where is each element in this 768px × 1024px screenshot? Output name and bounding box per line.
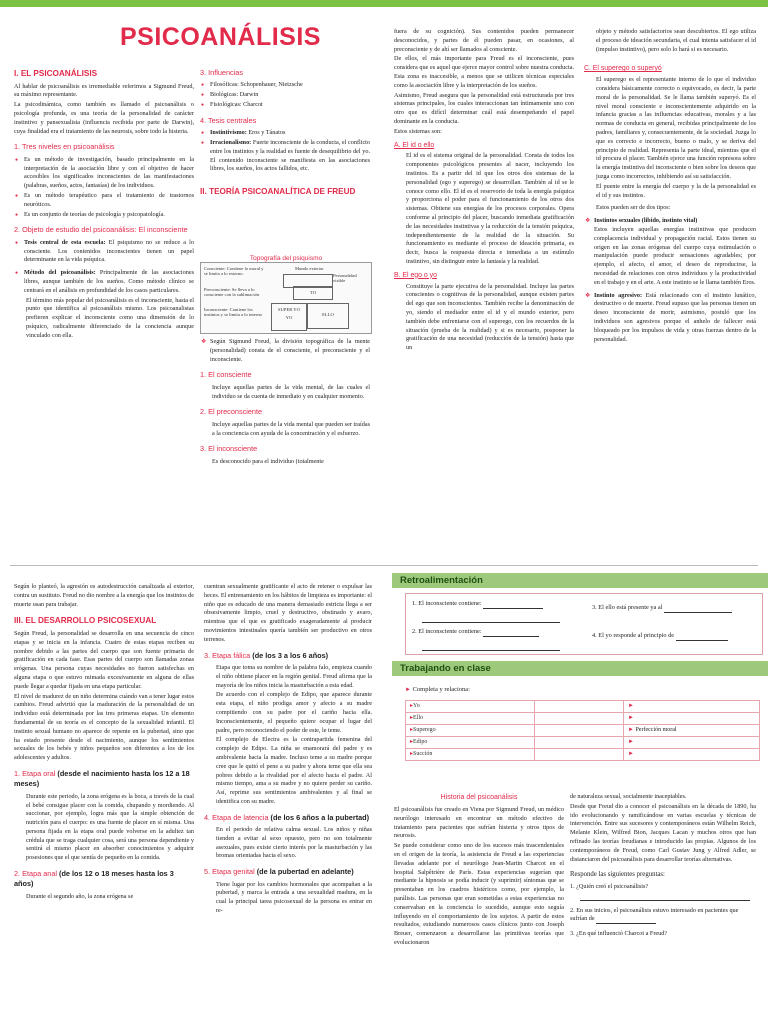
paragraph: El complejo de Electra es la contrapartida femenina del complejo de Edipo. La niña se enamorará del padre y es ambivalente hacia la madre. Incluso teme a su madre porque cree que le quitó el pene a su padre y ahora teme que ella sea pobres debido a la rivalidad por el afecto hacia el padre. Al mismo tiempo, ama a su madre y no quiere perder su cariño. Así, reprime sus sentimientos ambivalentes y al final se identifica con su madre.	[216, 736, 372, 805]
diagram-box-superyo	[271, 303, 307, 331]
paragraph: De acuerdo con el complejo de Edipo, que aparece durante esta etapa, el niño prodiga amor y afecto a su madre compitiendo con su padre por el cariño hacia ella. Inconscientemente, el pequeño quiere ocupar el lugar del padre, pero reconociendo el poder de este, le teme.	[216, 691, 372, 734]
question-2	[412, 628, 539, 637]
p2-column-2	[204, 583, 372, 917]
table-cell-left: ▸ Ello	[406, 713, 535, 725]
list-item-bold: Instinto agresivo:	[594, 291, 643, 299]
paragraph: El id es el sistema original de la personalidad. Consta de todos los componentes psicológicos presentes al nacer, incluyendo los instintos. Es a partir del id que los otros dos sistemas de la personalidad (ego y superego) se desarrollan. También al id se le conoce como ello. El id es el reservorio de toda la energía psíquica y proporciona el poder para el funcionamiento de los otros dos sistemas. Obtiene sus energías de los procesos corporales. Opera conforme al principio del placer, buscando inmediata gratificación de las necesidades instintivas y la reducción de la tensión psíquica, independientemente de la realidad de la situación. Su funcionamiento es mediante el proceso de ideación primaria, es decir, busca la respuesta directa e inmediata a un estímulo instintivo, sin distinguir entre la fantasía y la realidad.	[406, 152, 574, 265]
paragraph: Asimismo, Freud asegura que la personalidad está estructurada por tres sistemas principales, los cuales interaccionan tan íntimamente uno con otro que es difícil determinar cuál está desempeñando el papel dominante en la conducta.	[394, 91, 574, 125]
list-item: ● Fisiológicas: Charcot	[210, 101, 370, 110]
stage-age: (de los 3 a los 6 años)	[250, 650, 329, 660]
diagram-box-ello: ELLO	[307, 303, 349, 329]
list-item-bold: Irracionalismo:	[210, 138, 252, 146]
question-1-label: 1. El inconsciente contiene:	[412, 600, 482, 607]
section-3-title: III. EL DESARROLLO PSICOSEXUAL	[14, 616, 157, 626]
subsection-title: 3. Influencias	[200, 68, 243, 77]
historia-title: Historia del psicoanálisis	[440, 794, 518, 801]
list	[584, 217, 756, 344]
paragraph: Durante este periodo, la zona erógena es la boca, a través de la cual el bebé consigue placer con la comida, chupando y mordiendo. Al succionar, por ejemplo, logra más que la simple obtención de nutrición para el cuerpo: es una fuente de placer en sí misma. Una persona fijada en la etapa oral puede volverse en la adultez tan crédula que se traga cualquier cosa, será una persona dependiente y sentirá el mismo placer en absorber conocimientos y adquirir posesiones que el que sentía de pequeño en la comida.	[26, 792, 194, 862]
paragraph: El término más popular del psicoanálisis es el inconsciente, hasta el punto que identifica al psicoanálisis mismo. Los psicoanalistas prefieren explicar el inconsciente como una dimensión de lo psíquico, radicalmente diferenciado de la conciencia aunque vinculado con ella.	[26, 296, 194, 339]
answer-line-2b[interactable]	[422, 650, 560, 651]
question-3	[592, 604, 732, 613]
answer-line[interactable]	[596, 923, 656, 924]
question-2-label: 2. El inconsciente contiene:	[412, 628, 482, 635]
top-green-bar	[0, 0, 768, 7]
paragraph: Incluye aquellas partes de la vida mental que pueden ser traídas a la conciencia con ayuda de la concentración y el esfuerzo.	[212, 420, 370, 437]
table-cell-left: ▸ Succión	[406, 749, 535, 761]
answer-section-title: Responde las siguientes preguntas:	[570, 871, 665, 879]
subsection-title: A. El id o ello	[394, 141, 435, 149]
stage-name: 3. Etapa fálica	[204, 650, 251, 660]
table-cell-left: ▸ Edipo	[406, 737, 535, 749]
instruction-text: Completa y relaciona:	[412, 686, 470, 693]
list	[200, 81, 370, 109]
question-4	[592, 632, 728, 641]
list-item: ● Es un método de investigación, basado principalmente en la interpretación de la asociación libre y con el objetivo de hacer accesibles los significados inconscientes de las manifestaciones (palabras, sueños, actos, fantasías) de los individuos.	[24, 156, 194, 191]
stage-name: 2. Etapa anal	[14, 869, 58, 879]
table-cell-right: ► Perfección moral	[624, 725, 760, 737]
stage-name: 1. Etapa oral	[14, 768, 56, 778]
list-item-text: Fuerte inconsciente de la conducta, el conflicto entre los instintos y la realidad es fuente de desequilibrio del yo. El contenido inconsciente se manifiesta en las asociaciones libres, los sueños, los actos fallidos, etc.	[210, 138, 370, 173]
table-cell-mid[interactable]	[535, 737, 624, 749]
subsection-title: 2. El preconsciente	[200, 407, 263, 417]
topography-diagram	[200, 255, 372, 334]
stage-title	[204, 867, 372, 877]
question-3-label: 3. El ello está presente ya al	[592, 604, 663, 611]
paragraph: Tiene lugar por los cambios hormonales que acompañan a la pubertad, y marca la entrada a una sexualidad madura, en la cual la principal tarea psicosexual de la persona es entrar en re-	[216, 880, 372, 914]
column-1	[14, 62, 194, 341]
table-cell-mid[interactable]	[535, 749, 624, 761]
table-cell-right: ►	[624, 737, 760, 749]
diagram-superyo-label: SUPER YO	[278, 307, 300, 312]
answer-question-2	[570, 907, 756, 925]
answer-line-1b-row	[422, 614, 560, 623]
table-cell-right: ►	[624, 749, 760, 761]
answer-line-3[interactable]	[664, 612, 732, 613]
table-row	[406, 725, 760, 737]
answer-question-2-label: 2. En sus inicios, el psicoanálisis estuvo interesado en pacientes que sufrían de	[570, 906, 739, 923]
paragraph: El nivel de madurez de un niño determina cuándo van a tener lugar estos cambios. Freud advirtió que la maduración de la personalidad de un individuo está determinada por las tres primeras etapas. Un elemento fundamental de su teoría es el concepto de la sexualidad infantil. El instinto sexual humano no aparece de repente en la pubertad, sino que ha estado presente desde el nacimiento, aunque los sentimientos sexuales de los bebés y niños pequeños son diferentes a los de los adolescentes y adultos.	[14, 692, 194, 762]
banner-title: Retroalimentación	[400, 575, 483, 586]
column-3	[394, 28, 574, 354]
subsection-title: B. El ego o yo	[394, 271, 437, 279]
list-item: ● Biológicas: Darwin	[210, 91, 370, 100]
paragraph: Durante el segundo año, la zona erógena se	[26, 892, 134, 900]
subsection-title: 1. El consciente	[200, 370, 252, 380]
paragraph: Etapa que toma su nombre de la palabra falo, empieza cuando el niño obtiene placer en la región genital. Freud afirma que la mayoría de los niños inicia la masturbación a esta edad.	[216, 663, 372, 689]
answer-question-1	[570, 883, 756, 901]
subsection-title: 1. Tres niveles en psicoanálisis	[14, 142, 115, 152]
paragraph: El superego es el representante interno de lo que el individuo considera básicamente correcto o equivocado, es decir, la parte moral de la personalidad. Se le llama también superyó. Es el nivel moral consciente e inconscientemente adquirido en la infancia gracias a las influencias educativas, morales y a las normas de conducta en general, recibidas principalmente de los padres, familiares y, consecuentemente, de la sociedad. Juzga lo que es correcto e incorrecto, bueno o malo, y se deriva del principio de realidad. Representa la parte ideal, mientras que el id procura el placer. También ejerce una función represora sobre la energía instintiva del inconsciente o bien sobre los deseos que juzga como incorrectos, inhibiendo así su satisfacción.	[596, 76, 756, 180]
right-label: Perfección moral	[635, 727, 677, 734]
stage-title	[204, 651, 372, 661]
paragraph: En el periodo de relativa calma sexual. Los niños y niñas tienden a evitar al sexo opuesto, pero no son totalmente asexuales, pues existe cierto interés por la masturbación y las bromas orientadas hacia el sexo.	[216, 826, 372, 860]
list-item: ● Es un método terapéutico para el tratamiento de trastornos neuróticos.	[24, 192, 194, 210]
question-4-label: 4. El yo responde al principio de	[592, 632, 675, 639]
paragraph: Se puede considerar como uno de los sucesos más trascendentales en el origen de la teoría, la asistencia de Freud a las experiencias llevadas adelante por el neurólogo Jean-Martin Charcot en el hospital Salpêtrière de París. Estas experiencias sugerían que mediante la hipnosis se podía inducir (y suprimir) síntomas que se presentaban en los cuadros histéricos como, por ejemplo, la parálisis. Las personas que eran sometidas a estas experiencias no conservaban en la conciencia lo sucedido, aunque esto seguía influyendo en el comportamiento de los sujetos. A partir de estos resultados, estudiando numerosos casos clínicos junto con Joseph Breuer, comenzaron a desarrollarse las primitivas teorías que evolucionaron	[394, 842, 564, 946]
list-item	[594, 217, 756, 287]
diagram-label-consciente: Consciente: Contiene lo moral y se limita a lo externo.	[204, 266, 264, 277]
trabajando-banner	[392, 661, 768, 676]
diagram-personalidad-visible: Personalidad visible	[333, 273, 357, 284]
list-item-text: Está relacionado con el instinto lunático, destructivo o de muerte. Freud supuso que las personas tienen un deseo inconsciente de morir, asimismo, postuló que los individuos son agresivos porque el anhelo de fallecer está bloqueado por los impulsos de vida y otras fuerzas dentro de la personalidad.	[594, 291, 756, 343]
paragraph: Según lo planteó, la agresión es autodestrucción canalizada al exterior, contra un sustituto. Freud no dio nombre a la energía que los instintos de muerte usan para trabajar.	[14, 583, 194, 608]
paragraph: fuera de su cognición). Sus contenidos pueden permanecer desconocidos, y partes de él pueden pasar, en ocasiones, al preconsciente y de ahí ser llamados al consciente.	[394, 28, 574, 53]
stage-age: (de la pubertad en adelante)	[254, 867, 354, 877]
paragraph: Desde que Freud dio a conocer el psicoanálisis en la década de 1890, ha ido evolucionando y ramificándose en varias escuelas y técnicas de intervención. Entre sus sucesores y contemporáneos están Wilhelm Reich, Melanie Klein, Wilfred Bion, Jacques Lacan y muchos otros que han refinado las teorías freudianas e introducido las propias. Algunos de los contemporáneos de Freud, como Carl Gustav Jung y Alfred Adler, se distanciaron del psicoanálisis para desarrollar teorías alternativas.	[570, 802, 756, 863]
table-cell-mid[interactable]	[535, 701, 624, 713]
list-item-bold: Instintivismo:	[210, 129, 247, 137]
trabajando-instruction	[405, 685, 470, 695]
diagram-box-to: TO	[293, 286, 333, 300]
diagram-label-inconsciente: Inconsciente: Contiene los instintos y se limita a lo interno	[204, 307, 262, 318]
answer-question-3	[570, 930, 756, 939]
paragraph: objeto y método satisfactorios sean descubiertos. El ego utiliza el proceso de ideación secundaria, el cual intenta satisfacer el id (impulso instintivo), pero solo lo hará si es necesario.	[596, 28, 756, 53]
list-item	[594, 292, 756, 345]
relation-table	[405, 700, 760, 761]
paragraph: El puente entre la energía del cuerpo y la de la personalidad es el id y sus instintos.	[596, 182, 756, 199]
column-4	[584, 28, 756, 345]
question-1	[412, 600, 543, 609]
list	[14, 156, 194, 220]
answer-line-1b[interactable]	[422, 622, 560, 623]
table-row	[406, 701, 760, 713]
stage-title	[14, 769, 194, 790]
historia-box-right	[570, 793, 756, 939]
list-item-bold: Instintos sexuales (libido, instinto vital)	[594, 217, 698, 225]
list	[200, 129, 370, 174]
stage-name: 5. Etapa genital	[204, 867, 255, 877]
diagram-mundo-exterior: Mundo exterior	[295, 266, 324, 271]
list-item: ● Filosóficas: Schopenhauer, Nietzsche	[210, 81, 370, 90]
list	[200, 338, 370, 364]
diagram-yo-label: YO	[285, 315, 293, 320]
paragraph: Es desconocido para el individuo (totalmente	[212, 457, 324, 465]
subsection-title: 2. Objeto de estudio del psicoanálisis: El inconsciente	[14, 225, 188, 235]
table-row	[406, 749, 760, 761]
list-item-text: Principalmente de las asociaciones libres, aunque también de los sueños. Como método clínico se centrará en el análisis en profundidad de los casos particulares.	[24, 269, 194, 294]
answer-question-3-label: 3. ¿En qué influenció Charcot a Freud?	[570, 930, 668, 938]
stage-name: 4. Etapa de latencia	[204, 812, 269, 822]
paragraph: Constituye la parte ejecutiva de la personalidad. Incluye las partes conscientes o cognitivas de la personalidad, aunque existen partes del ego que son inconscientes. También recibe la denominación de yo, siendo el mediador entre el id y el mundo exterior, pero también debe enfrentarse con el superego, con los recuerdos de la situación (prueba de la realidad) y si es necesario, posponer la gratificación de una necesidad (reducción de la tensión) hasta que un	[406, 282, 574, 352]
retroalimentacion-banner	[392, 573, 768, 588]
table-cell-mid[interactable]	[535, 713, 624, 725]
subsection-title: 4. Tesis centrales	[200, 115, 257, 125]
answer-line-1[interactable]	[483, 608, 543, 609]
paragraph: Al hablar de psicoanálisis es irremediable referirnos a Sigmund Freud, su máximo representante.	[14, 82, 194, 99]
answer-line[interactable]	[580, 900, 750, 901]
list-item-text: Eros y Tánatos	[246, 129, 286, 137]
subsection-title: 3. El inconsciente	[200, 444, 258, 454]
column-2	[200, 62, 370, 201]
table-cell-left: ▸ Superego	[406, 725, 535, 737]
table-row	[406, 737, 760, 749]
banner-title: Trabajando en clase	[400, 663, 491, 674]
list-item-text: El psiquismo no se reduce a lo consciente. Los contenidos inconscientes tienen un papel determinante en la vida psíquica.	[24, 238, 194, 264]
list	[14, 239, 194, 296]
table-cell-right: ►	[624, 701, 760, 713]
paragraph: Incluye aquellas partes de la vida mental, de las cuales el individuo se da cuenta de inmediato y en cualquier momento.	[212, 383, 370, 400]
paragraph: cuentran sexualmente gratificante el acto de retener o expulsar las heces. El entrenamiento en los hábitos de limpieza es importante: el niño que es educado de una manera demasiado estricta llega a ser obsesivamente limpio, cruel y destructivo, obstinado y avaro, mientras que el que es gratificado exageradamente al producir movimientos intestinales quería también ser productivo en otros terrenos.	[204, 583, 372, 643]
table-cell-mid[interactable]	[535, 725, 624, 737]
stage-age: (de los 6 años a la pubertad)	[268, 812, 370, 822]
page-title: PSICOANÁLISIS	[120, 23, 321, 51]
paragraph: Según Freud, la personalidad se desarrolla en una secuencia de cinco etapas y se inicia en la infancia. Cuatro de estas etapas reciben su nombre debido a las partes del cuerpo que son fuente primaria de gratificación en cada fase. Esas partes del cuerpo son llamadas zonas erógenas. Una persona cuyas necesidades no fueron satisfechas en alguna etapa o que estuvo mimada excesivamente en alguna de ellas puede llegar a quedar fijada en una etapa particular.	[14, 630, 194, 690]
list-item	[24, 239, 194, 265]
retroalimentacion-box	[405, 593, 763, 655]
list-item: ❖ Según Sigmund Freud, la división topográfica de la mente (personalidad) consta de el consciente, el preconsciente y el inconsciente.	[210, 338, 370, 364]
list-item-text: Estos incluyen aquellas energías instintivas que producen complacencia individual y propagación racial. Estos tienen su origen en las zonas erógenas del cuerpo cuya estimulación o manipulación puede producir sensaciones agradables; por ejemplo, el afecto, el amor, el deseo de reproducirse, la necesidad de relaciones con otros individuos y la productividad en el trabajo y en el arte. A este instinto se le llama también Eros.	[594, 225, 756, 286]
stage-age: (desde el nacimiento hasta los 12 a 18 meses)	[14, 768, 190, 789]
paragraph: La psicodinámica, como también es llamado el psicoanálisis o psicología profunda, es una teoría de la personalidad de carácter instintivo y pansexualista (influencia recibida por parte de Darwin), cuya finalidad era el tratamiento de las neurosis, sobre todo la histeria.	[14, 101, 194, 135]
paragraph: de naturaleza sexual, socialmente inaceptables.	[570, 793, 687, 800]
answer-line-2[interactable]	[483, 636, 539, 637]
subsection-title: C. El superego o superyó	[584, 65, 662, 73]
paragraph: De ellos, el más importante para Freud es el inconsciente, pues considera que es aquel que ejerce mayor control sobre nuestra conducta. Esta zona es inaccesible, a menos que se utilicen técnicas especiales como la asociación libre y la interpretación de los sueños.	[394, 55, 574, 89]
stage-title	[14, 869, 194, 890]
table-cell-left: ▸ Yo	[406, 701, 535, 713]
list-item	[24, 269, 194, 295]
paragraph: Estos pueden ser de dos tipos:	[596, 204, 671, 212]
section-1-title: I. EL PSICOANÁLISIS	[14, 69, 98, 78]
table-row	[406, 713, 760, 725]
list-item	[210, 129, 370, 138]
diagram-label-preconsciente: Preconsciente: Se lleva a lo consciente con la sublimación	[204, 287, 260, 298]
paragraph: Estos sistemas son:	[394, 127, 442, 135]
list-item-bold: Método del psicoanálisis:	[24, 269, 96, 277]
diagram-title: Topografía del psiquismo	[249, 255, 323, 262]
list-item	[210, 139, 370, 174]
section-2-title: II. TEORÍA PSICOANALÍTICA DE FREUD	[200, 187, 356, 197]
answer-line-4[interactable]	[676, 640, 728, 641]
page-2	[0, 565, 768, 1024]
arrow-icon: ►	[405, 687, 411, 693]
stage-title	[204, 813, 372, 823]
table-cell-right: ►	[624, 713, 760, 725]
paragraph: El psicoanálisis fue creado en Viena por Sigmund Freud, un médico neurólogo interesado en encontrar un método efectivo de tratamiento para pacientes que sufrían histeria y otros tipos de neurosis.	[394, 805, 564, 840]
column-2-lower	[200, 338, 370, 467]
answer-question-1-label: 1. ¿Quién creó el psicoanálisis?	[570, 883, 649, 891]
answer-line-2b-row	[422, 642, 560, 651]
historia-box	[394, 793, 564, 949]
p2-column-1	[14, 583, 194, 903]
list-item: ● Es un conjunto de teorías de psicología y psicopatología.	[24, 211, 194, 220]
list-item-bold: Tesis central de esta escuela:	[24, 238, 106, 246]
stage-age: (de los 12 o 18 meses hasta los 3 años)	[14, 869, 174, 889]
